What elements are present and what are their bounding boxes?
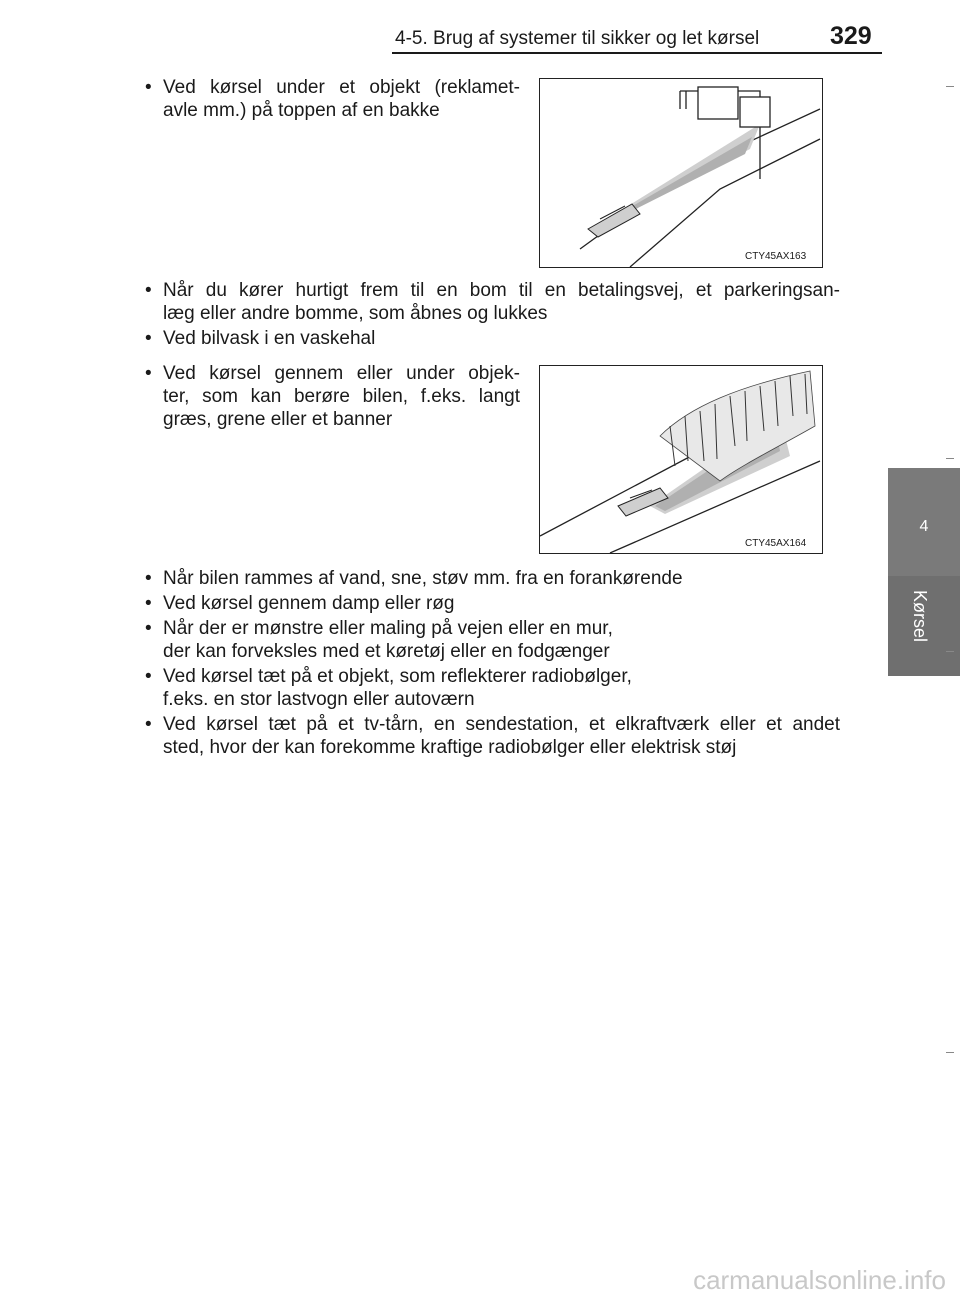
bullet-marker: •	[145, 280, 152, 301]
bullet-marker: •	[145, 328, 152, 349]
list-item-line: der kan forveksles med et køretøj eller en fodgænger	[163, 641, 610, 662]
bullet-marker: •	[145, 568, 152, 589]
list-item-line: sted, hvor der kan forekomme kraftige radiobølger eller elektrisk støj	[163, 737, 737, 758]
list-item-line: læg eller andre bomme, som åbnes og lukkes	[163, 303, 548, 324]
list-item-line: Ved kørsel tæt på et objekt, som reflekterer radiobølger,	[163, 666, 632, 687]
bullet-marker: •	[145, 714, 152, 735]
edge-mark	[946, 651, 954, 652]
bullet-marker: •	[145, 593, 152, 614]
watermark: carmanualsonline.info	[693, 1265, 946, 1295]
chapter-label: Kørsel	[910, 590, 930, 643]
bullet-marker: •	[145, 618, 152, 639]
illustration-tall-grass	[539, 365, 823, 554]
section-title: 4-5. Brug af systemer til sikker og let kørsel	[395, 28, 760, 49]
list-item-line: ter, som kan berøre bilen, f.eks. langt	[163, 386, 520, 407]
list-item-line: Når der er mønstre eller maling på vejen eller en mur,	[163, 618, 613, 639]
bullet-marker: •	[145, 363, 152, 384]
billboard-hill-drawing	[540, 79, 822, 267]
list-item-line: Når bilen rammes af vand, sne, støv mm. fra en forankørende	[163, 568, 683, 589]
illustration-billboard-on-hill	[539, 78, 823, 268]
chapter-tab-number-area	[888, 468, 960, 576]
list-item-line: Ved kørsel gennem eller under objek-	[163, 363, 520, 384]
list-item-line: f.eks. en stor lastvogn eller autoværn	[163, 689, 475, 710]
chapter-label-area	[902, 590, 942, 660]
header-rule	[392, 52, 882, 54]
edge-mark	[946, 458, 954, 459]
chapter-number: 4	[919, 518, 929, 535]
figure-code: CTY45AX163	[745, 251, 807, 262]
list-item-line: avle mm.) på toppen af en bakke	[163, 100, 440, 121]
list-item-line: Når du kører hurtigt frem til en bom til en betalingsvej, et parkeringsan-	[163, 280, 840, 301]
list-item-line: Ved kørsel tæt på et tv-tårn, en sendestation, et elkraftværk eller et andet	[163, 714, 840, 735]
edge-mark	[946, 1052, 954, 1053]
figure-code: CTY45AX164	[745, 538, 807, 549]
tall-grass-drawing	[540, 366, 822, 553]
list-item-line: Ved kørsel gennem damp eller røg	[163, 593, 455, 614]
edge-mark	[946, 86, 954, 87]
list-item-line: græs, grene eller et banner	[163, 409, 393, 430]
list-item-line: Ved kørsel under et objekt (reklamet-	[163, 77, 520, 98]
list-item-line: Ved bilvask i en vaskehal	[163, 328, 376, 349]
bullet-marker: •	[145, 77, 152, 98]
page-number: 329	[830, 22, 872, 50]
bullet-marker: •	[145, 666, 152, 687]
